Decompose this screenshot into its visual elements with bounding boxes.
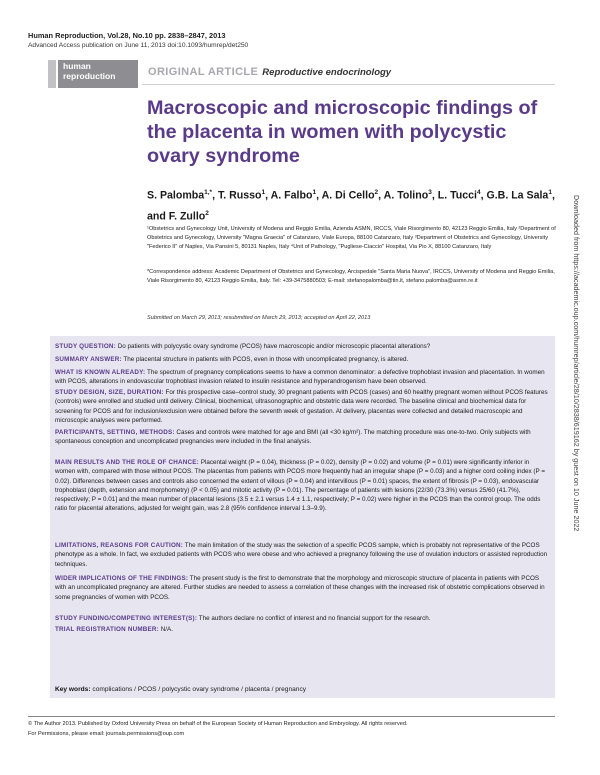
advance-access-line: Advanced Access publication on June 11, 2013 doi:10.1093/humrep/det250 xyxy=(28,42,249,49)
abstract-section xyxy=(55,458,550,514)
abstract-section xyxy=(55,428,550,447)
abstract-section-label: STUDY FUNDING/COMPETING INTEREST(S): xyxy=(55,615,198,622)
keywords xyxy=(55,686,550,693)
author-list: S. Palomba$^{1,*}$, T. Russo$^1$, A. Falbo$^1$, A. Di Cello$^2$, A. Tolino$^3$, L. Tucci$^4$, G.B. La Sala$^1$, and F. Zullo$^2$ xyxy=(147,189,555,223)
abstract-section-text: Placental weight (P = 0.04), thickness (P = 0.02), density (P = 0.02) and volume (P = 0.01) were significantly inferior in women with, compared with those without PCOS. The placentas from patients with PCOS more frequently had an irregular shape (P = 0.03) and a higher cord coiling index (P = 0.02). Differences between cases and controls also concerned the extent of villous (P = 0.04) and intervillous (P = 0.01) spaces, the extent of fibrosis (P = 0.03), endovascular trophoblast (depth, extension and morphometry) (P < 0.05) and mitotic activity (P = 0.01). The percentage of patients with lesions [22/30 (73.3%) versus 25/60 (41.7%), respectively; P = 0.01] and the mean number of placental lesions (3.5 ± 2.1 versus 1.4 ± 1.1, respectively; P = 0.02) were higher in the PCOS than the control group. The odds ratio for placental alterations, adjusted for weight gain, was 2.8 (95% confidence interval 1.3–9.9). xyxy=(55,459,546,513)
correspondence-address: *Correspondence address: Academic Department of Obstetrics and Gynecology, Arcispedale "Santa Maria Nuova", IRCCS, University of Modena and Reggio Emilia, Viale Risorgimento 80, 42123 Reggio Emilia, Italy. Tel: +39-3475880503; E-mail: stefanopalomba@tin.it, stefano.palomba@asmn.re.it xyxy=(147,269,555,284)
affiliations: ¹Obstetrics and Gynecology Unit, University of Modena and Reggio Emilia, Azienda ASMN, IRCCS, Viale Risorgimento 80, 42123 Reggio Emilia, Italy ²Department of Obstetrics and Gynecology, University "Magna Graecia" of Catanzaro, Viale Europa, 88100 Catanzaro, Italy ³Department of Obstetrics and Gynecology, University "Federico II" of Naples, Via Pansini 5, 80131 Naples, Italy ⁴Unit of Pathology, "Pugliese-Ciaccio" Hospital, Via Pio X, 88100 Catanzaro, Italy xyxy=(147,226,556,250)
abstract-section-text: Cases and controls were matched for age and BMI (all <30 kg/m²). The matching procedure was one-to-two. Only subjects with spontaneous conception and uncomplicated pregnancies were included in the final analysis. xyxy=(55,429,531,446)
author-name: F. Zullo xyxy=(168,210,206,223)
copyright-notice: © The Author 2013. Published by Oxford University Press on behalf of the European Society of Human Reproduction and Embryology. All rights reserved. xyxy=(28,721,408,727)
abstract-section xyxy=(55,574,550,602)
abstract-section-label: WIDER IMPLICATIONS OF THE FINDINGS: xyxy=(55,575,189,582)
abstract-section xyxy=(55,355,550,364)
author-affiliation-mark: 1 xyxy=(548,189,552,196)
abstract-section xyxy=(55,614,550,623)
abstract-section-label: PARTICIPANTS, SETTING, METHODS: xyxy=(55,429,175,436)
author-affiliation-mark: 2 xyxy=(374,189,379,196)
abstract-section xyxy=(55,368,550,387)
author-affiliation-mark: 1 xyxy=(312,189,317,196)
submission-dates: Submitted on March 29, 2013; resubmitted on March 29, 2013; accepted on April 22, 2013 xyxy=(147,315,371,321)
abstract-section-label: STUDY QUESTION: xyxy=(55,343,116,350)
logo-line-2: reproduction xyxy=(63,70,116,81)
author-name: A. Di Cello xyxy=(321,189,375,202)
permissions-notice: For Permissions, please email: journals.permissions@oup.com xyxy=(28,731,185,737)
abstract-section-label: SUMMARY ANSWER: xyxy=(55,356,122,363)
abstract-section xyxy=(55,342,550,351)
logo-line-1: human xyxy=(63,61,91,71)
author-name: A. Falbo xyxy=(270,189,313,202)
download-watermark: Downloaded from https://academic.oup.com/humrep/article/28/10/2838/619162 by guest on 10 June 2022 xyxy=(572,195,581,532)
author-name: L. Tucci xyxy=(437,189,477,202)
abstract-section-label: MAIN RESULTS AND THE ROLE OF CHANCE: xyxy=(55,459,199,466)
header-divider xyxy=(142,84,555,85)
article-title: Macroscopic and microscopic findings of the placenta in women with polycystic ovary syndrome xyxy=(147,97,538,167)
abstract-section-label: WHAT IS KNOWN ALREADY: xyxy=(55,369,146,376)
author-name: G.B. La Sala xyxy=(486,189,549,202)
abstract-section-text: The spectrum of pregnancy complications seems to have a common denominator: a defective trophoblast invasion and placentation. In women with PCOS, alterations in endovascular trophoblast invasion related to insulin resistance and hyperandrogenism have been observed. xyxy=(55,369,545,386)
author-affiliation-mark: 2 xyxy=(205,209,209,217)
abstract-section-label: STUDY DESIGN, SIZE, DURATION: xyxy=(55,389,164,396)
author-affiliation-mark: 4 xyxy=(476,189,481,196)
author-name: T. Russo xyxy=(217,189,262,202)
keywords-label: Key words: xyxy=(55,686,91,693)
article-subtype: Reproductive endocrinology xyxy=(262,67,392,78)
abstract-section-text: Do patients with polycystic ovary syndrome (PCOS) have macroscopic and/or microscopic placental alterations? xyxy=(115,343,431,350)
abstract-section-label: LIMITATIONS, REASONS FOR CAUTION: xyxy=(55,542,184,549)
author-affiliation-mark: 1 xyxy=(261,189,266,196)
author-name: A. Tolino xyxy=(383,189,429,202)
footer-divider xyxy=(28,716,555,717)
abstract-section xyxy=(55,388,550,425)
logo-stripe xyxy=(48,60,56,88)
abstract-section-text: The authors declare no conflict of interest and no financial support for the research. xyxy=(197,615,431,622)
abstract-section xyxy=(55,541,550,569)
abstract-section-text: For this prospective case–control study, 30 pregnant patients with PCOS (cases) and 60 healthy pregnant women without PCOS features (controls) were enrolled and studied until delivery. Clinical, biochemical, ultrasonographic and obstetric data were recorded. The baseline clinical and biochemical data for screening for PCOS and for inclusion/exclusion were obtained before the seventh week of gestation. At delivery, placentas were collected and detailed macroscopic and microscopic analyses were performed. xyxy=(55,389,548,424)
journal-citation: Human Reproduction, Vol.28, No.10 pp. 2838–2847, 2013 xyxy=(28,31,226,40)
keywords-list: complications / PCOS / polycystic ovary syndrome / placenta / pregnancy xyxy=(92,686,307,693)
abstract-section-text: The main limitation of the study was the selection of a specific PCOS sample, which is probably not representative of the PCOS phenotype as a whole. In fact, we excluded patients with PCOS who were obese and who achieved a pregnancy following the use of ovulation inductors or assisted reproduction techniques. xyxy=(55,542,548,568)
abstract-section-text: The placental structure in patients with PCOS, even in those with uncomplicated pregnancy, is altered. xyxy=(121,356,409,363)
abstract-section-text: The present study is the first to demonstrate that the morphology and microscopic structure of placenta in patients with PCOS with an uncomplicated pregnancy are altered. Further studies are needed to assess a correlation of these changes with the increased risk of obstetric complications observed in some pregnancies of women with PCOS. xyxy=(55,575,545,601)
journal-logo-text xyxy=(63,62,115,81)
abstract-section-label: TRIAL REGISTRATION NUMBER: xyxy=(55,626,159,633)
author-affiliation-mark: 1,* xyxy=(204,189,213,196)
abstract-section xyxy=(55,625,550,634)
article-type-label: ORIGINAL ARTICLE xyxy=(148,66,259,78)
author-name: S. Palomba xyxy=(147,189,205,202)
abstract-section-text: N/A. xyxy=(158,626,173,633)
author-affiliation-mark: 3 xyxy=(428,189,432,196)
article-type xyxy=(148,66,391,78)
